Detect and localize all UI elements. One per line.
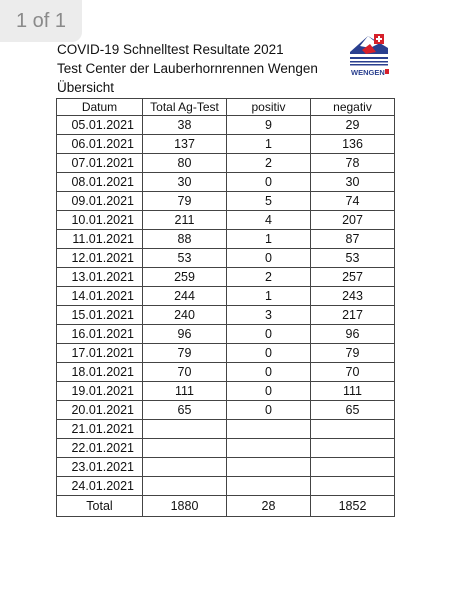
date-cell: 09.01.2021: [57, 192, 143, 211]
date-cell: 14.01.2021: [57, 287, 143, 306]
positive-cell: 5: [227, 192, 311, 211]
positive-cell: 0: [227, 382, 311, 401]
header-date: Datum: [57, 99, 143, 116]
table-row: [57, 325, 395, 344]
table-row: [57, 287, 395, 306]
negative-cell: [311, 420, 395, 439]
table-row: [57, 363, 395, 382]
negative-cell: 96: [311, 325, 395, 344]
positive-cell: 0: [227, 401, 311, 420]
total-ag-test-cell: 53: [143, 249, 227, 268]
header-negative: negativ: [311, 99, 395, 116]
positive-cell: 2: [227, 268, 311, 287]
table-row: [57, 173, 395, 192]
date-cell: 12.01.2021: [57, 249, 143, 268]
positive-cell: 0: [227, 249, 311, 268]
total-positive: 28: [227, 496, 311, 517]
total-ag-test-cell: [143, 477, 227, 496]
table-row: [57, 192, 395, 211]
total-ag-test-cell: 79: [143, 344, 227, 363]
header-positive: positiv: [227, 99, 311, 116]
document-section-label: Übersicht: [57, 80, 115, 95]
total-ag-test-cell: 80: [143, 154, 227, 173]
total-ag-test: 1880: [143, 496, 227, 517]
negative-cell: 257: [311, 268, 395, 287]
logo-text: WENGEN: [351, 68, 385, 77]
lauberhorn-logo: [348, 30, 390, 78]
total-ag-test-cell: [143, 420, 227, 439]
total-ag-test-cell: [143, 439, 227, 458]
table-row: [57, 458, 395, 477]
positive-cell: 0: [227, 325, 311, 344]
negative-cell: 30: [311, 173, 395, 192]
table-row: [57, 382, 395, 401]
negative-cell: [311, 458, 395, 477]
positive-cell: [227, 439, 311, 458]
table-row: [57, 211, 395, 230]
total-row: [57, 496, 395, 517]
document-title: COVID-19 Schnelltest Resultate 2021: [57, 42, 284, 57]
table-row: [57, 116, 395, 135]
total-ag-test-cell: 111: [143, 382, 227, 401]
date-cell: 08.01.2021: [57, 173, 143, 192]
date-cell: 22.01.2021: [57, 439, 143, 458]
date-cell: 06.01.2021: [57, 135, 143, 154]
total-label: Total: [57, 496, 143, 517]
total-ag-test-cell: 240: [143, 306, 227, 325]
positive-cell: 1: [227, 230, 311, 249]
document-subtitle: Test Center der Lauberhornrennen Wengen: [57, 61, 318, 76]
negative-cell: 207: [311, 211, 395, 230]
negative-cell: 87: [311, 230, 395, 249]
positive-cell: 0: [227, 363, 311, 382]
negative-cell: [311, 477, 395, 496]
date-cell: 13.01.2021: [57, 268, 143, 287]
negative-cell: 243: [311, 287, 395, 306]
total-ag-test-cell: 38: [143, 116, 227, 135]
positive-cell: 9: [227, 116, 311, 135]
negative-cell: 29: [311, 116, 395, 135]
negative-cell: [311, 439, 395, 458]
table-row: [57, 230, 395, 249]
positive-cell: 2: [227, 154, 311, 173]
date-cell: 21.01.2021: [57, 420, 143, 439]
date-cell: 17.01.2021: [57, 344, 143, 363]
date-cell: 19.01.2021: [57, 382, 143, 401]
negative-cell: 70: [311, 363, 395, 382]
total-negative: 1852: [311, 496, 395, 517]
table-row: [57, 154, 395, 173]
date-cell: 10.01.2021: [57, 211, 143, 230]
total-ag-test-cell: 70: [143, 363, 227, 382]
negative-cell: 136: [311, 135, 395, 154]
negative-cell: 78: [311, 154, 395, 173]
total-ag-test-cell: 96: [143, 325, 227, 344]
date-cell: 15.01.2021: [57, 306, 143, 325]
negative-cell: 111: [311, 382, 395, 401]
page-indicator: 1 of 1: [0, 0, 82, 42]
negative-cell: 217: [311, 306, 395, 325]
negative-cell: 74: [311, 192, 395, 211]
table-row: [57, 306, 395, 325]
total-ag-test-cell: 79: [143, 192, 227, 211]
total-ag-test-cell: [143, 458, 227, 477]
table-header-row: [57, 99, 395, 116]
positive-cell: [227, 477, 311, 496]
positive-cell: 1: [227, 287, 311, 306]
positive-cell: 0: [227, 344, 311, 363]
date-cell: 11.01.2021: [57, 230, 143, 249]
positive-cell: [227, 458, 311, 477]
total-ag-test-cell: 65: [143, 401, 227, 420]
document-header: [57, 40, 357, 97]
date-cell: 16.01.2021: [57, 325, 143, 344]
negative-cell: 65: [311, 401, 395, 420]
total-ag-test-cell: 211: [143, 211, 227, 230]
table-row: [57, 439, 395, 458]
positive-cell: [227, 420, 311, 439]
negative-cell: 53: [311, 249, 395, 268]
positive-cell: 4: [227, 211, 311, 230]
header-total-ag-test: Total Ag-Test: [143, 99, 227, 116]
table-row: [57, 268, 395, 287]
table-row: [57, 249, 395, 268]
positive-cell: 3: [227, 306, 311, 325]
date-cell: 07.01.2021: [57, 154, 143, 173]
positive-cell: 0: [227, 173, 311, 192]
table-row: [57, 135, 395, 154]
date-cell: 05.01.2021: [57, 116, 143, 135]
total-ag-test-cell: 88: [143, 230, 227, 249]
date-cell: 24.01.2021: [57, 477, 143, 496]
results-table: [56, 98, 395, 517]
table-row: [57, 344, 395, 363]
date-cell: 23.01.2021: [57, 458, 143, 477]
negative-cell: 79: [311, 344, 395, 363]
date-cell: 20.01.2021: [57, 401, 143, 420]
table-row: [57, 420, 395, 439]
total-ag-test-cell: 244: [143, 287, 227, 306]
total-ag-test-cell: 259: [143, 268, 227, 287]
table-row: [57, 401, 395, 420]
table-row: [57, 477, 395, 496]
date-cell: 18.01.2021: [57, 363, 143, 382]
positive-cell: 1: [227, 135, 311, 154]
total-ag-test-cell: 137: [143, 135, 227, 154]
total-ag-test-cell: 30: [143, 173, 227, 192]
